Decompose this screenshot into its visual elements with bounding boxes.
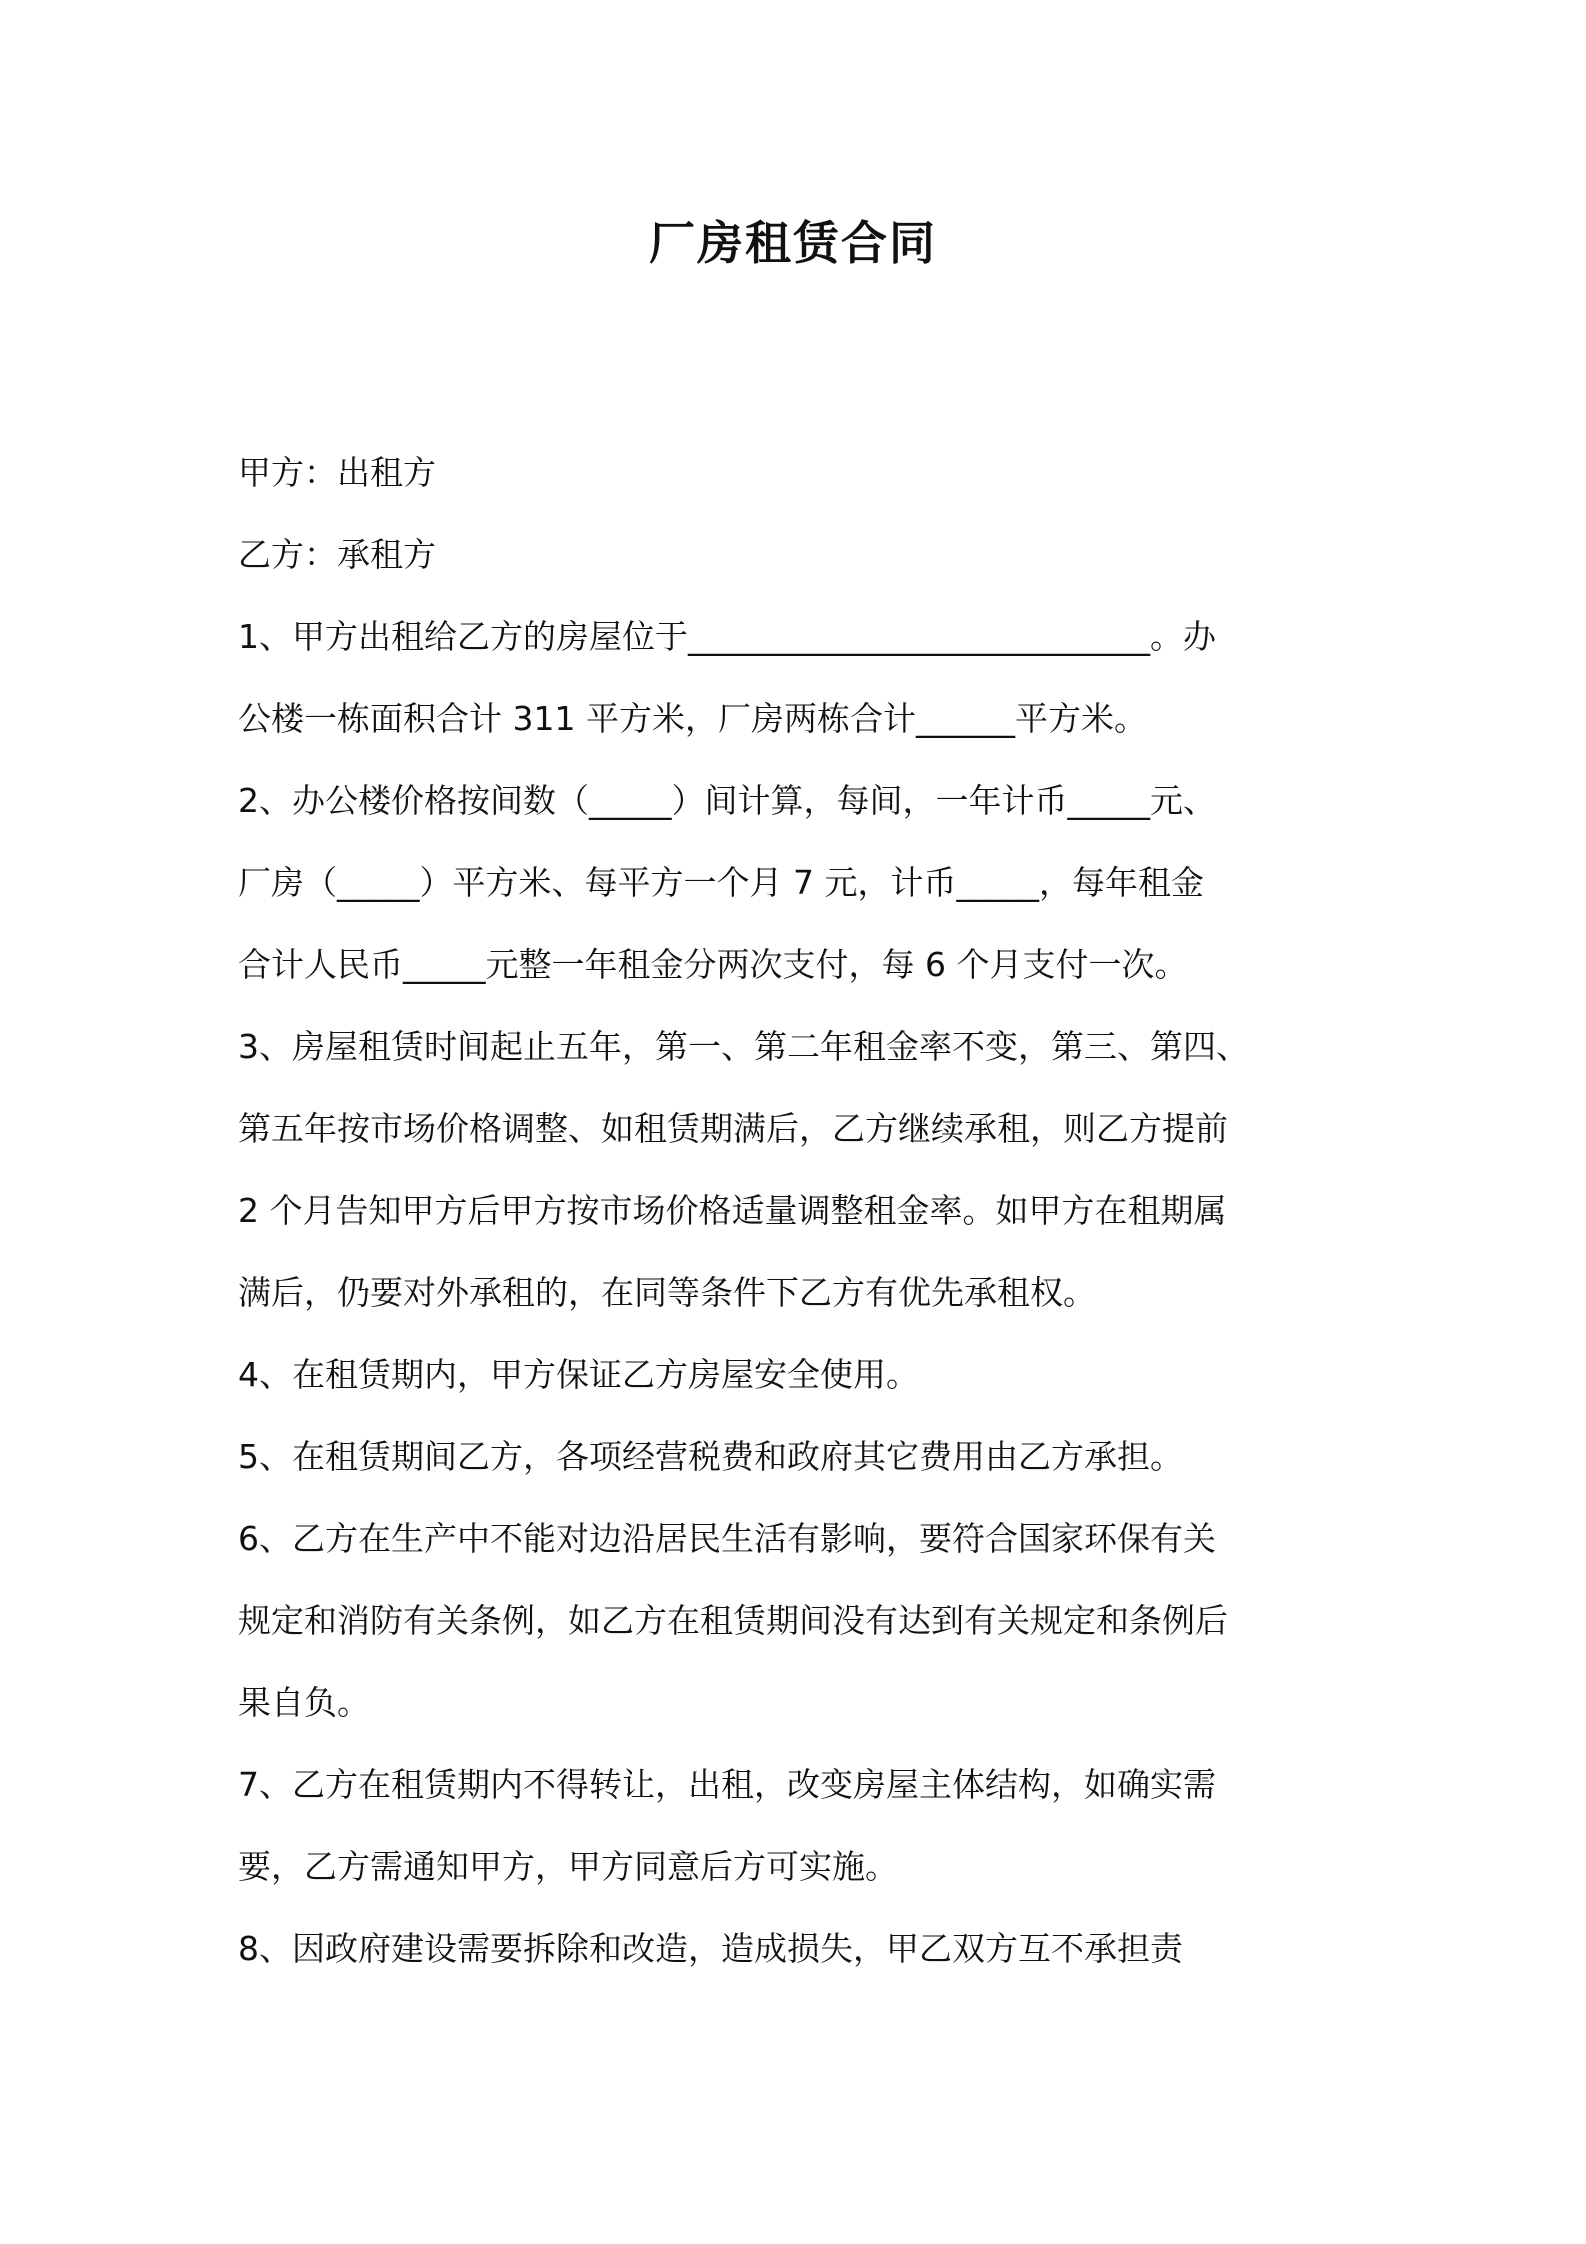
clause-line: 8、因政府建设需要拆除和改造，造成损失，甲乙双方互不承担责 [238, 1929, 1183, 1968]
clause-line: 3、房屋租赁时间起止五年，第一、第二年租金率不变，第三、第四、 [238, 1027, 1249, 1066]
party-a-line: 甲方：出租方 [238, 453, 436, 492]
clause-line: 规定和消防有关条例，如乙方在租赁期间没有达到有关规定和条例后 [238, 1601, 1228, 1640]
clause-line: 合计人民币_____元整一年租金分两次支付，每 6 个月支付一次。 [238, 945, 1188, 984]
clause-line: 4、在租赁期内，甲方保证乙方房屋安全使用。 [238, 1355, 919, 1394]
clause-line: 1、甲方出租给乙方的房屋位于____________________________。办 [238, 617, 1216, 656]
clause-line: 5、在租赁期间乙方，各项经营税费和政府其它费用由乙方承担。 [238, 1437, 1183, 1476]
party-b-line: 乙方：承租方 [238, 535, 436, 574]
clause-line: 公楼一栋面积合计 311 平方米，厂房两栋合计______平方米。 [238, 699, 1147, 738]
clause-line: 6、乙方在生产中不能对边沿居民生活有影响，要符合国家环保有关 [238, 1519, 1216, 1558]
clause-line: 2 个月告知甲方后甲方按市场价格适量调整租金率。如甲方在租期属 [238, 1191, 1227, 1230]
document-title: 厂房租赁合同 [649, 216, 937, 270]
clause-line: 果自负。 [238, 1683, 370, 1722]
clause-line: 满后，仍要对外承租的，在同等条件下乙方有优先承租权。 [238, 1273, 1096, 1312]
clause-line: 2、办公楼价格按间数（_____）间计算，每间，一年计币_____元、 [238, 781, 1216, 820]
clause-line: 7、乙方在租赁期内不得转让，出租，改变房屋主体结构，如确实需 [238, 1765, 1216, 1804]
clause-line: 厂房（_____）平方米、每平方一个月 7 元，计币_____，每年租金 [238, 863, 1204, 902]
clause-line: 要，乙方需通知甲方，甲方同意后方可实施。 [238, 1847, 898, 1886]
document-body [238, 432, 1344, 1990]
clause-line: 第五年按市场价格调整、如租赁期满后，乙方继续承租，则乙方提前 [238, 1109, 1228, 1148]
